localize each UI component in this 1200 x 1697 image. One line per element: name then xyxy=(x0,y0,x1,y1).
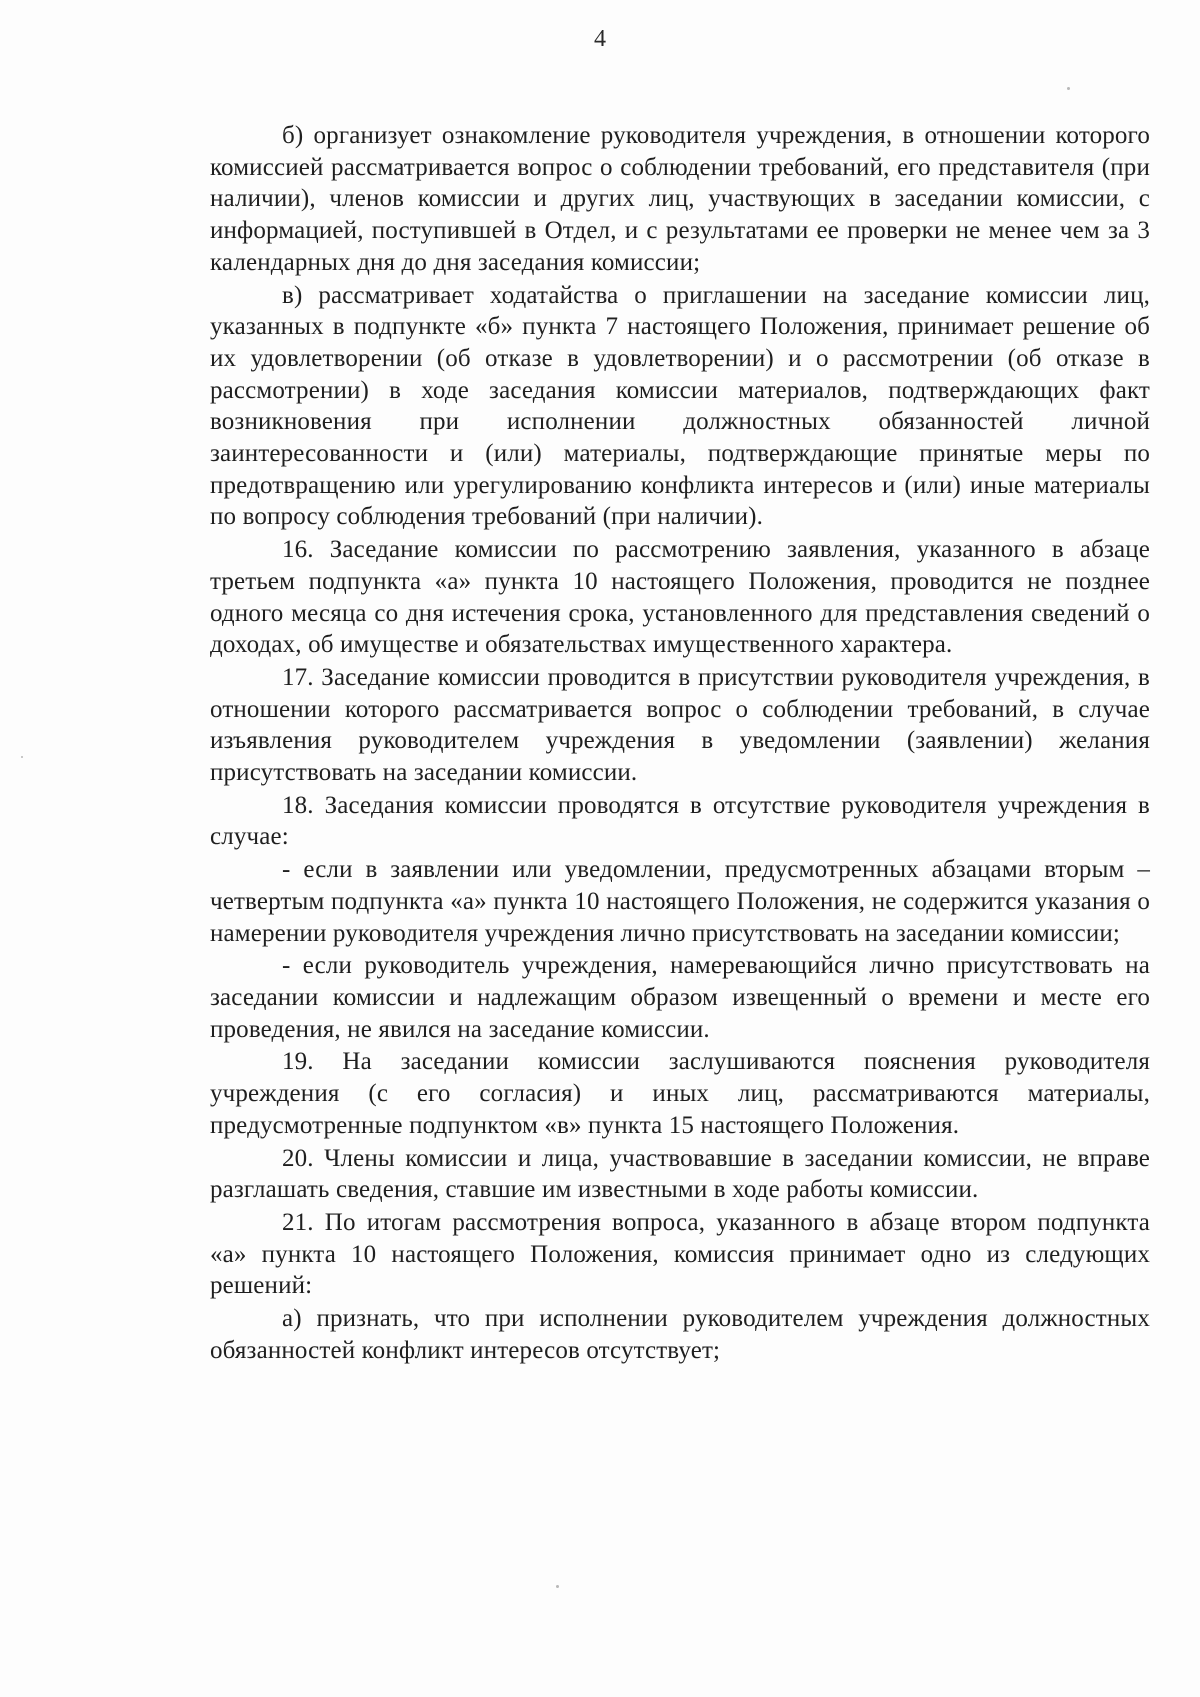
paragraph-16: 16. Заседание комиссии по рассмотрению заявления, указанного в абзаце третьем подпункта «а» пункта 10 настоящего Положения, проводится не позднее одного месяца со дня истечения срока, установленного для представления сведений о доходах, об имуществе и обязательствах имущественного характера. xyxy=(210,536,1150,659)
paragraph-21: 21. По итогам рассмотрения вопроса, указанного в абзаце втором подпункта «а» пункта 10 настоящего Положения, комиссия принимает одно из следующих решений: xyxy=(210,1208,1150,1300)
paragraph-15b: б) организует ознакомление руководителя учреждения, в отношении которого комиссией рассматривается вопрос о соблюдении требований, его представителя (при наличии), членов комиссии и других лиц, участвующих в заседании комиссии, с информацией, поступившей в Отдел, и с результатами ее проверки не менее чем за 3 календарных дня до дня заседания комиссии; xyxy=(210,122,1150,276)
paragraph-17: 17. Заседание комиссии проводится в присутствии руководителя учреждения, в отношении которого рассматривается вопрос о соблюдении требований, в случае изъявления руководителем учреждения в уведомлении (заявлении) желания присутствовать на заседании комиссии. xyxy=(210,663,1150,787)
paragraph-21a: а) признать, что при исполнении руководителем учреждения должностных обязанностей конфликт интересов отсутствует; xyxy=(210,1305,1150,1364)
paragraph-18: 18. Заседания комиссии проводятся в отсутствие руководителя учреждения в случае: xyxy=(210,791,1150,851)
scan-speck xyxy=(556,1585,559,1588)
paragraph-18-item-1: - если в заявлении или уведомлении, предусмотренных абзацами вторым – четвертым подпункта «а» пункта 10 настоящего Положения, не содержится указания о намерении руководителя учреждения лично присутствовать на заседании комиссии; xyxy=(210,856,1150,947)
paragraph-20: 20. Члены комиссии и лица, участвовавшие в заседании комиссии, не вправе разглашать сведения, ставшие им известными в ходе работы комиссии. xyxy=(210,1144,1150,1204)
document-body xyxy=(210,120,1150,1367)
scan-speck xyxy=(1067,87,1070,90)
page-number: 4 xyxy=(594,26,606,52)
paragraph-19: 19. На заседании комиссии заслушиваются пояснения руководителя учреждения (с его согласия) и иных лиц, рассматриваются материалы, предусмотренные подпунктом «в» пункта 15 настоящего Положения. xyxy=(210,1048,1150,1139)
scan-speck xyxy=(21,756,23,758)
paragraph-18-item-2: - если руководитель учреждения, намеревающийся лично присутствовать на заседании комиссии и надлежащим образом извещенный о времени и месте его проведения, не явился на заседание комиссии. xyxy=(210,952,1150,1043)
paragraph-15v: в) рассматривает ходатайства о приглашении на заседание комиссии лиц, указанных в подпункте «б» пункта 7 настоящего Положения, принимает решение об их удовлетворении (об отказе в удовлетворении) и о рассмотрении (об отказе в рассмотрении) в ходе заседания комиссии материалов, подтверждающих факт возникновения при исполнении должностных обязанностей личной заинтересованности и (или) материалы, подтверждающие принятые меры по предотвращению или урегулированию конфликта интересов и (или) иные материалы по вопросу соблюдения требований (при наличии). xyxy=(210,281,1150,531)
